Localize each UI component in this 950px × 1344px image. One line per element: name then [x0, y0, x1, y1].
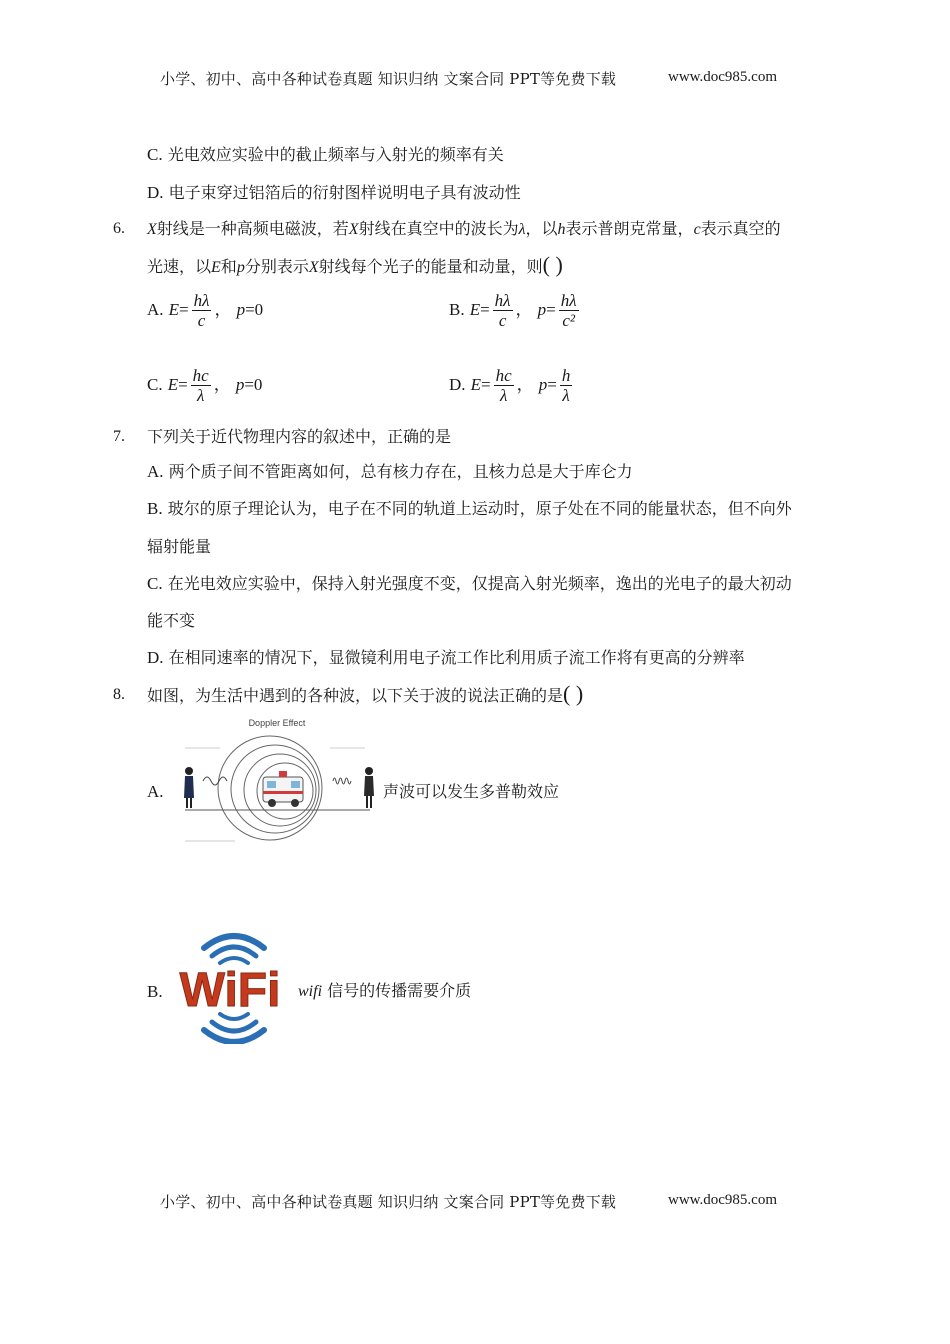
denominator: c² — [562, 311, 575, 330]
option-text: 信号的传播需要介质 — [327, 981, 472, 1000]
option-label: C. — [147, 145, 163, 164]
var-e: E — [168, 300, 180, 319]
q6-option-a — [147, 291, 263, 330]
option-text: 两个质子间不管距离如何，总有核力存在，且核力总是大于库仑力 — [168, 462, 633, 481]
stem-text: 如图，为生活中遇到的各种波，以下关于波的说法正确的是 — [147, 686, 564, 705]
separator: ， — [516, 375, 534, 394]
wifi-logo-text: WiFi — [179, 964, 281, 1017]
q7-option-a — [147, 462, 633, 482]
q6-stem-line1 — [147, 219, 781, 240]
footer-text: 小学、初中、高中各种试卷真题 知识归纳 文案合同 PPT等免费下载 — [160, 1193, 617, 1211]
q7-option-b — [147, 499, 792, 519]
question-number: 6. — [113, 220, 125, 237]
wifi-icon — [166, 926, 294, 1044]
header-site[interactable]: www.doc985.com — [668, 69, 778, 85]
var-c: c — [693, 221, 701, 238]
var-x: X — [308, 259, 319, 276]
answer-blank: ( ) — [563, 681, 584, 706]
q7-stem: 下列关于近代物理内容的叙述中，正确的是 — [147, 427, 452, 446]
option-text: 在光电效应实验中，保持入射光强度不变，仅提高入射光频率，逸出的光电子的最大初动 — [167, 574, 792, 593]
denominator: λ — [499, 386, 508, 405]
separator: ， — [515, 300, 533, 319]
equals: = — [480, 300, 490, 319]
option-label: A. — [147, 462, 164, 481]
fraction — [191, 366, 211, 405]
fraction — [560, 366, 573, 405]
numerator: hλ — [494, 291, 511, 310]
numerator: hc — [495, 366, 512, 385]
q5-option-d — [147, 183, 521, 203]
var-p: p — [236, 300, 246, 319]
figure-title: Doppler Effect — [248, 718, 306, 728]
stem-text: 射线是一种高频电磁波，若 — [156, 219, 349, 238]
value: =0 — [244, 375, 263, 394]
denominator: c — [498, 311, 507, 330]
var-x: X — [348, 221, 359, 238]
option-label: B. — [449, 300, 465, 319]
q7-option-c-cont: 能不变 — [147, 611, 196, 630]
option-text: 电子束穿过铝箔后的衍射图样说明电子具有波动性 — [168, 183, 521, 202]
q8-stem — [147, 681, 584, 706]
stem-text: 射线在真空中的波长为 — [358, 219, 519, 238]
wifi-word: wifi — [298, 983, 323, 1000]
q8-option-a-text: 声波可以发生多普勒效应 — [383, 782, 560, 801]
denominator: λ — [197, 386, 205, 405]
denominator: λ — [562, 386, 570, 405]
denominator: c — [197, 311, 206, 330]
stem-text: 和 — [220, 257, 237, 276]
option-text: 光电效应实验中的截止频率与入射光的频率有关 — [167, 145, 504, 164]
option-text: 在相同速率的情况下，显微镜利用电子流工作比利用质子流工作将有更高的分辨率 — [168, 648, 745, 667]
q7-option-c — [147, 574, 792, 594]
question-number: 7. — [113, 428, 125, 445]
fraction — [192, 291, 212, 330]
numerator: hc — [192, 366, 209, 385]
fraction — [494, 366, 514, 405]
q7-option-b-cont: 辐射能量 — [147, 537, 212, 556]
q6-stem-line2 — [147, 252, 563, 278]
equals: = — [179, 300, 189, 319]
q5-option-c — [147, 145, 504, 165]
q6-option-b — [449, 291, 582, 330]
fraction — [559, 291, 579, 330]
var-e: E — [167, 375, 179, 394]
numerator: hλ — [560, 291, 577, 310]
stem-text: 表示普朗克常量， — [565, 219, 694, 238]
var-p: p — [537, 300, 547, 319]
var-x: X — [147, 221, 157, 238]
option-label: B. — [147, 982, 163, 1001]
equals: = — [178, 375, 188, 394]
option-label: D. — [147, 648, 164, 667]
var-p: p — [236, 259, 245, 276]
stem-text: 分别表示 — [244, 257, 309, 276]
header-text: 小学、初中、高中各种试卷真题 知识归纳 文案合同 PPT等免费下载 — [160, 70, 617, 88]
fraction — [493, 291, 513, 330]
question-number: 8. — [113, 686, 125, 703]
option-label: B. — [147, 499, 163, 518]
equals: = — [481, 375, 491, 394]
option-text: 玻尔的原子理论认为，电子在不同的轨道上运动时，原子处在不同的能量状态，但不向外 — [167, 499, 792, 518]
separator: ， — [213, 375, 231, 394]
separator: ， — [214, 300, 232, 319]
equals: = — [546, 300, 556, 319]
var-e: E — [470, 375, 482, 394]
var-p: p — [538, 375, 548, 394]
stem-text: ，以 — [525, 219, 558, 238]
numerator: hλ — [193, 291, 210, 310]
option-label: C. — [147, 574, 163, 593]
stem-text: 光速，以 — [147, 257, 212, 276]
option-label: C. — [147, 375, 163, 394]
doppler-illustration — [175, 713, 375, 843]
footer-site[interactable]: www.doc985.com — [668, 1192, 778, 1208]
stem-text: 表示真空的 — [700, 219, 781, 238]
var-e: E — [211, 259, 221, 276]
option-label: D. — [147, 183, 164, 202]
var-p: p — [235, 375, 245, 394]
q7-option-d — [147, 648, 745, 668]
q6-option-d — [449, 366, 575, 405]
q8-option-b-text — [298, 981, 471, 1002]
q6-option-c — [147, 366, 262, 405]
equals: = — [547, 375, 557, 394]
value: =0 — [245, 300, 264, 319]
numerator: h — [561, 366, 571, 385]
option-label: A. — [147, 782, 164, 801]
answer-blank: ( ) — [542, 252, 563, 277]
option-label: D. — [449, 375, 466, 394]
option-label: A. — [147, 300, 164, 319]
stem-text: 射线每个光子的能量和动量，则 — [318, 257, 543, 276]
doppler-effect-figure — [175, 713, 375, 843]
var-e: E — [469, 300, 481, 319]
wifi-logo — [166, 926, 294, 1044]
var-lambda: λ — [518, 221, 526, 238]
var-h: h — [557, 221, 566, 238]
